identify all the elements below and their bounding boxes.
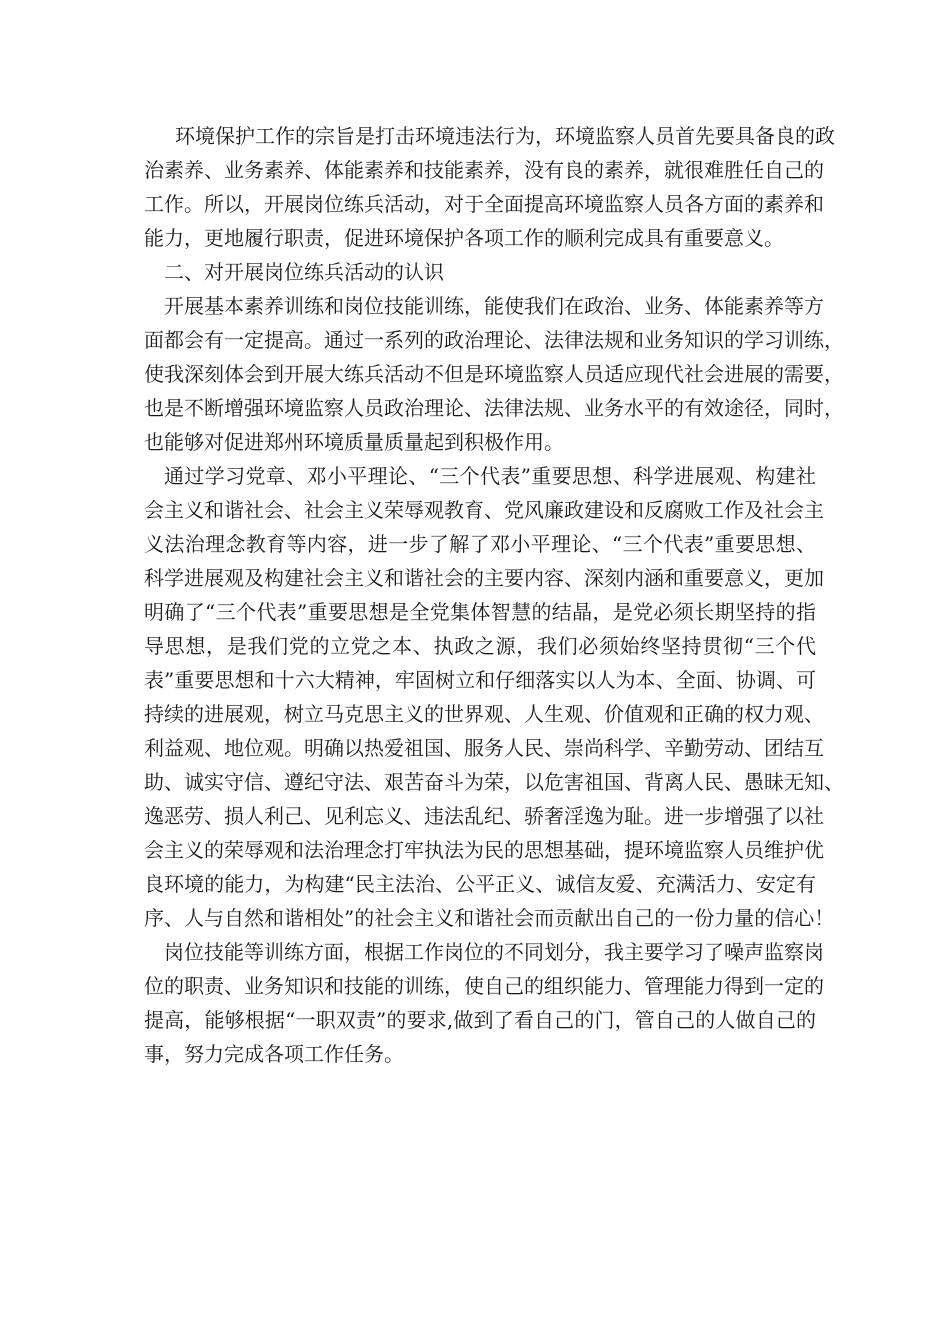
text-line: 工作。所以，开展岗位练兵活动，对于全面提高环境监察人员各方面的素养和	[144, 192, 824, 216]
text-line: 导思想，是我们党的立党之本、执政之源，我们必须始终坚持贯彻“三个代	[144, 634, 816, 658]
text-line: 助、诚实守信、遵纪守法、艰苦奋斗为荣，以危害祖国、背离人民、愚昧无知、	[144, 770, 844, 794]
text-line: 明确了“三个代表”重要思想是全党集体智慧的结晶，是党必须长期坚持的指	[144, 600, 816, 624]
text-line: 能力，更地履行职责，促进环境保护各项工作的顺利完成具有重要意义。	[144, 226, 784, 250]
section-heading: 二、对开展岗位练兵活动的认识	[164, 260, 444, 284]
text-line: 治素养、业务素养、体能素养和技能素养，没有良的素养，就很难胜任自己的	[144, 158, 824, 182]
text-line: 科学进展观及构建社会主义和谐社会的主要内容、深刻内涵和重要意义，更加	[144, 566, 824, 590]
text-line: 环境保护工作的宗旨是打击环境违法行为，环境监察人员首先要具备良的政	[175, 124, 835, 148]
text-line: 逸恶劳、损人利己、见利忘义、违法乱纪、骄奢淫逸为耻。进一步增强了以社	[144, 804, 824, 828]
text-line: 义法治理念教育等内容，进一步了解了邓小平理论、“三个代表”重要思想、	[144, 532, 816, 556]
text-line: 会主义和谐社会、社会主义荣辱观教育、党风廉政建设和反腐败工作及社会主	[144, 498, 824, 522]
text-line: 事，努力完成各项工作任务。	[144, 1042, 404, 1066]
text-line: 通过学习党章、邓小平理论、“三个代表”重要思想、科学进展观、构建社	[164, 464, 816, 488]
text-line: 持续的进展观，树立马克思主义的世界观、人生观、价值观和正确的权力观、	[144, 702, 824, 726]
text-line: 利益观、地位观。明确以热爱祖国、服务人民、崇尚科学、辛勤劳动、团结互	[144, 736, 824, 760]
text-line: 也能够对促进郑州环境质量质量起到积极作用。	[144, 430, 564, 454]
text-line: 也是不断增强环境监察人员政治理论、法律法规、业务水平的有效途径，同时，	[144, 396, 844, 420]
text-line: 良环境的能力，为构建“民主法治、公平正义、诚信友爱、充满活力、安定有	[144, 872, 816, 896]
text-line: 会主义的荣辱观和法治理念打牢执法为民的思想基础，提环境监察人员维护优	[144, 838, 824, 862]
text-line: 岗位技能等训练方面，根据工作岗位的不同划分，我主要学习了噪声监察岗	[164, 940, 824, 964]
text-line: 表”重要思想和十六大精神，牢固树立和仔细落实以人为本、全面、协调、可	[144, 668, 816, 692]
text-line: 提高，能够根据“一职双责”的要求,做到了看自己的门，管自己的人做自己的	[144, 1008, 816, 1032]
document-page	[144, 119, 844, 1071]
text-line: 使我深刻体会到开展大练兵活动不但是环境监察人员适应现代社会进展的需要，	[144, 362, 844, 386]
text-line: 序、人与自然和谐相处”的社会主义和谐社会而贡献出自己的一份力量的信心！	[144, 906, 835, 930]
text-line: 开展基本素养训练和岗位技能训练，能使我们在政治、业务、体能素养等方	[164, 294, 824, 318]
text-line: 面都会有一定提高。通过一系列的政治理论、法律法规和业务知识的学习训练，	[144, 328, 844, 352]
text-line: 位的职责、业务知识和技能的训练，使自己的组织能力、管理能力得到一定的	[144, 974, 824, 998]
